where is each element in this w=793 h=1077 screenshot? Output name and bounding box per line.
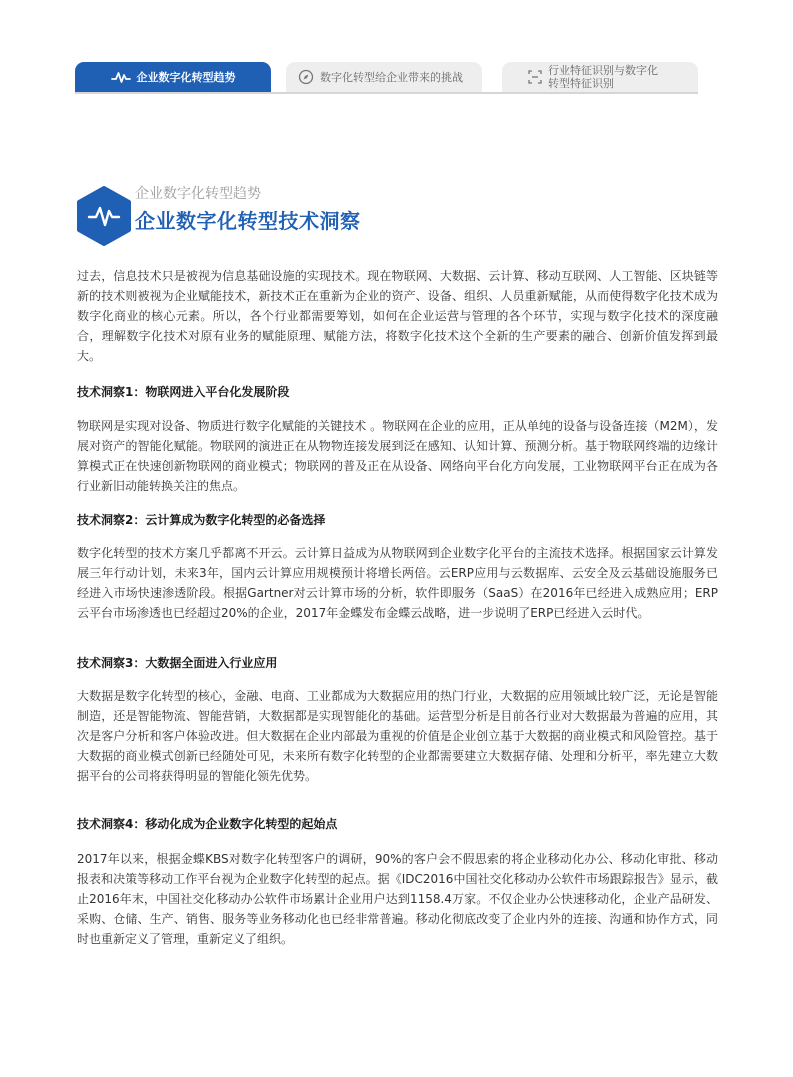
section-heading: 技术洞察1：物联网进入平台化发展阶段	[77, 385, 290, 399]
tab-label: 数字化转型给企业带来的挑战	[320, 70, 463, 84]
tab-digital-transformation-trends[interactable]	[75, 62, 271, 92]
compass-icon	[298, 69, 314, 85]
section-paragraph: 大数据是数字化转型的核心，金融、电商、工业都成为大数据应用的热门行业，大数据的应用领域比较广泛，无论是智能制造，还是智能物流、智能营销，大数据都是实现智能化的基础。运营型分析是目前各行业对大数据最为普遍的应用，其次是客户分析和客户体验改进。但大数据在企业内部最为重视的价值是企业创立基于大数据的商业模式和风险管控。基于大数据的商业模式创新已经随处可见，未来所有数字化转型的企业都需要建立大数据存储、处理和分析平，率先建立大数据平台的公司将获得明显的智能化领先优势。	[77, 689, 718, 783]
section-paragraph: 物联网是实现对设备、物质进行数字化赋能的关键技术 。物联网在企业的应用，正从单纯的设备与设备连接（M2M），发展对资产的智能化赋能。物联网的演进正在从物物连接发展到泛在感知、认知计算、预测分析。基于物联网终端的边缘计算模式正在快速创新物联网的商业模式；物联网的普及正在从设备、网络向平台化方向发展，工业物联网平台正在成为各行业新旧动能转换关注的焦点。	[77, 419, 718, 493]
pulse-icon	[76, 186, 132, 246]
pulse-icon	[111, 70, 131, 84]
tab-label: 企业数字化转型趋势	[136, 70, 236, 84]
intro-paragraph: 过去，信息技术只是被视为信息基础设施的实现技术。现在物联网、大数据、云计算、移动互联网、人工智能、区块链等新的技术则被视为企业赋能技术，新技术正在重新为企业的资产、设备、组织、人员重新赋能，从而使得数字化技术成为数字化商业的核心元素。所以，各个行业都需要筹划，如何在企业运营与管理的各个环节，实现与数字化技术的深度融合，理解数字化技术对原有业务的赋能原理、赋能方法，将数字化技术这个全新的生产要素的融合、创新价值发挥到最大。	[77, 269, 718, 363]
tab-label: 行业特征识别与数字化转型特征识别	[548, 64, 658, 90]
tab-industry-feature-identification[interactable]	[502, 62, 698, 92]
section-heading: 技术洞察3：大数据全面进入行业应用	[77, 656, 278, 670]
tab-transformation-challenges[interactable]	[286, 62, 482, 92]
section-paragraph: 2017年以来，根据金蝶KBS对数字化转型客户的调研，90%的客户会不假思索的将企业移动化办公、移动化审批、移动报表和决策等移动工作平台视为企业数字化转型的起点。据《IDC2016中国社交化移动办公软件市场跟踪报告》显示，截止2016年末，中国社交化移动办公软件市场累计企业用户达到1158.4万家。不仅企业办公快速移动化，企业产品研发、采购、仓储、生产、销售、服务等业务移动化也已经非常普遍。移动化彻底改变了企业内外的连接、沟通和协作方式，同时也重新定义了管理，重新定义了组织。	[77, 852, 718, 946]
section-heading: 技术洞察4：移动化成为企业数字化转型的起始点	[77, 817, 338, 831]
tab-bar	[75, 62, 698, 94]
tab-bar-divider	[75, 92, 698, 94]
section-kicker: 企业数字化转型趋势	[135, 186, 261, 202]
section-paragraph: 数字化转型的技术方案几乎都离不开云。云计算日益成为从物联网到企业数字化平台的主流技术选择。根据国家云计算发展三年行动计划，未来3年，国内云计算应用规模预计将增长两倍。云ERP应用与云数据库、云安全及云基础设施服务已经进入市场快速渗透阶段。根据Gartner对云计算市场的分析，软件即服务（SaaS）在2016年已经进入成熟应用；ERP云平台市场渗透也已经超过20%的企业，2017年金蝶发布金蝶云战略，进一步说明了ERP已经进入云时代。	[77, 546, 718, 620]
page-title: 企业数字化转型技术洞察	[135, 209, 361, 233]
section-heading: 技术洞察2：云计算成为数字化转型的必备选择	[77, 513, 326, 527]
scan-frame-icon	[528, 70, 542, 84]
